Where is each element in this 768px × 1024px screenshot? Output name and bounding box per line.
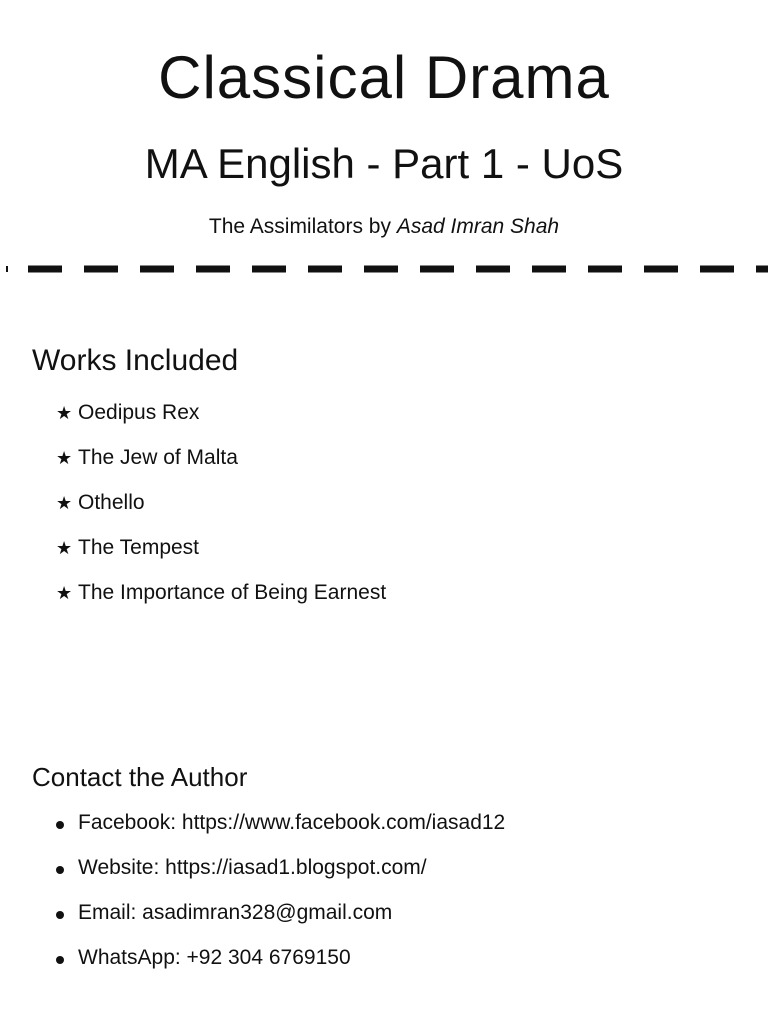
contact-whatsapp: WhatsApp: +92 304 6769150 — [78, 946, 351, 969]
works-list — [56, 398, 386, 623]
list-item — [56, 443, 386, 488]
list-item — [56, 853, 505, 898]
contact-heading: Contact the Author — [32, 762, 248, 792]
contact-email: Email: asadimran328@gmail.com — [78, 901, 393, 924]
works-heading: Works Included — [32, 344, 239, 377]
dot-icon — [56, 853, 78, 883]
list-item — [56, 808, 505, 853]
dot-icon — [56, 898, 78, 928]
work-label: The Importance of Being Earnest — [78, 581, 387, 604]
list-item — [56, 488, 386, 533]
page-title: Classical Drama — [158, 44, 610, 111]
work-label: The Jew of Malta — [78, 446, 238, 469]
dashed-divider — [0, 264, 768, 274]
list-item — [56, 398, 386, 443]
list-item — [56, 578, 386, 623]
dot-icon — [56, 808, 78, 838]
dot-icon — [56, 943, 78, 973]
star-icon: ★ — [56, 493, 73, 513]
work-label: Othello — [78, 491, 145, 514]
byline-author: Asad Imran Shah — [396, 215, 560, 238]
contact-facebook: Facebook: https://www.facebook.com/iasad12 — [78, 811, 506, 834]
contact-list — [56, 808, 505, 988]
list-item — [56, 943, 505, 988]
work-label: Oedipus Rex — [78, 401, 200, 424]
star-icon: ★ — [56, 583, 73, 603]
byline — [0, 212, 768, 242]
star-icon: ★ — [56, 403, 73, 423]
page-subtitle: MA English - Part 1 - UoS — [144, 140, 624, 187]
list-item — [56, 898, 505, 943]
star-icon: ★ — [56, 538, 73, 558]
contact-website: Website: https://iasad1.blogspot.com/ — [78, 856, 427, 879]
star-icon: ★ — [56, 448, 73, 468]
work-label: The Tempest — [78, 536, 200, 559]
list-item — [56, 533, 386, 578]
byline-prefix: The Assimilators by — [208, 215, 397, 238]
